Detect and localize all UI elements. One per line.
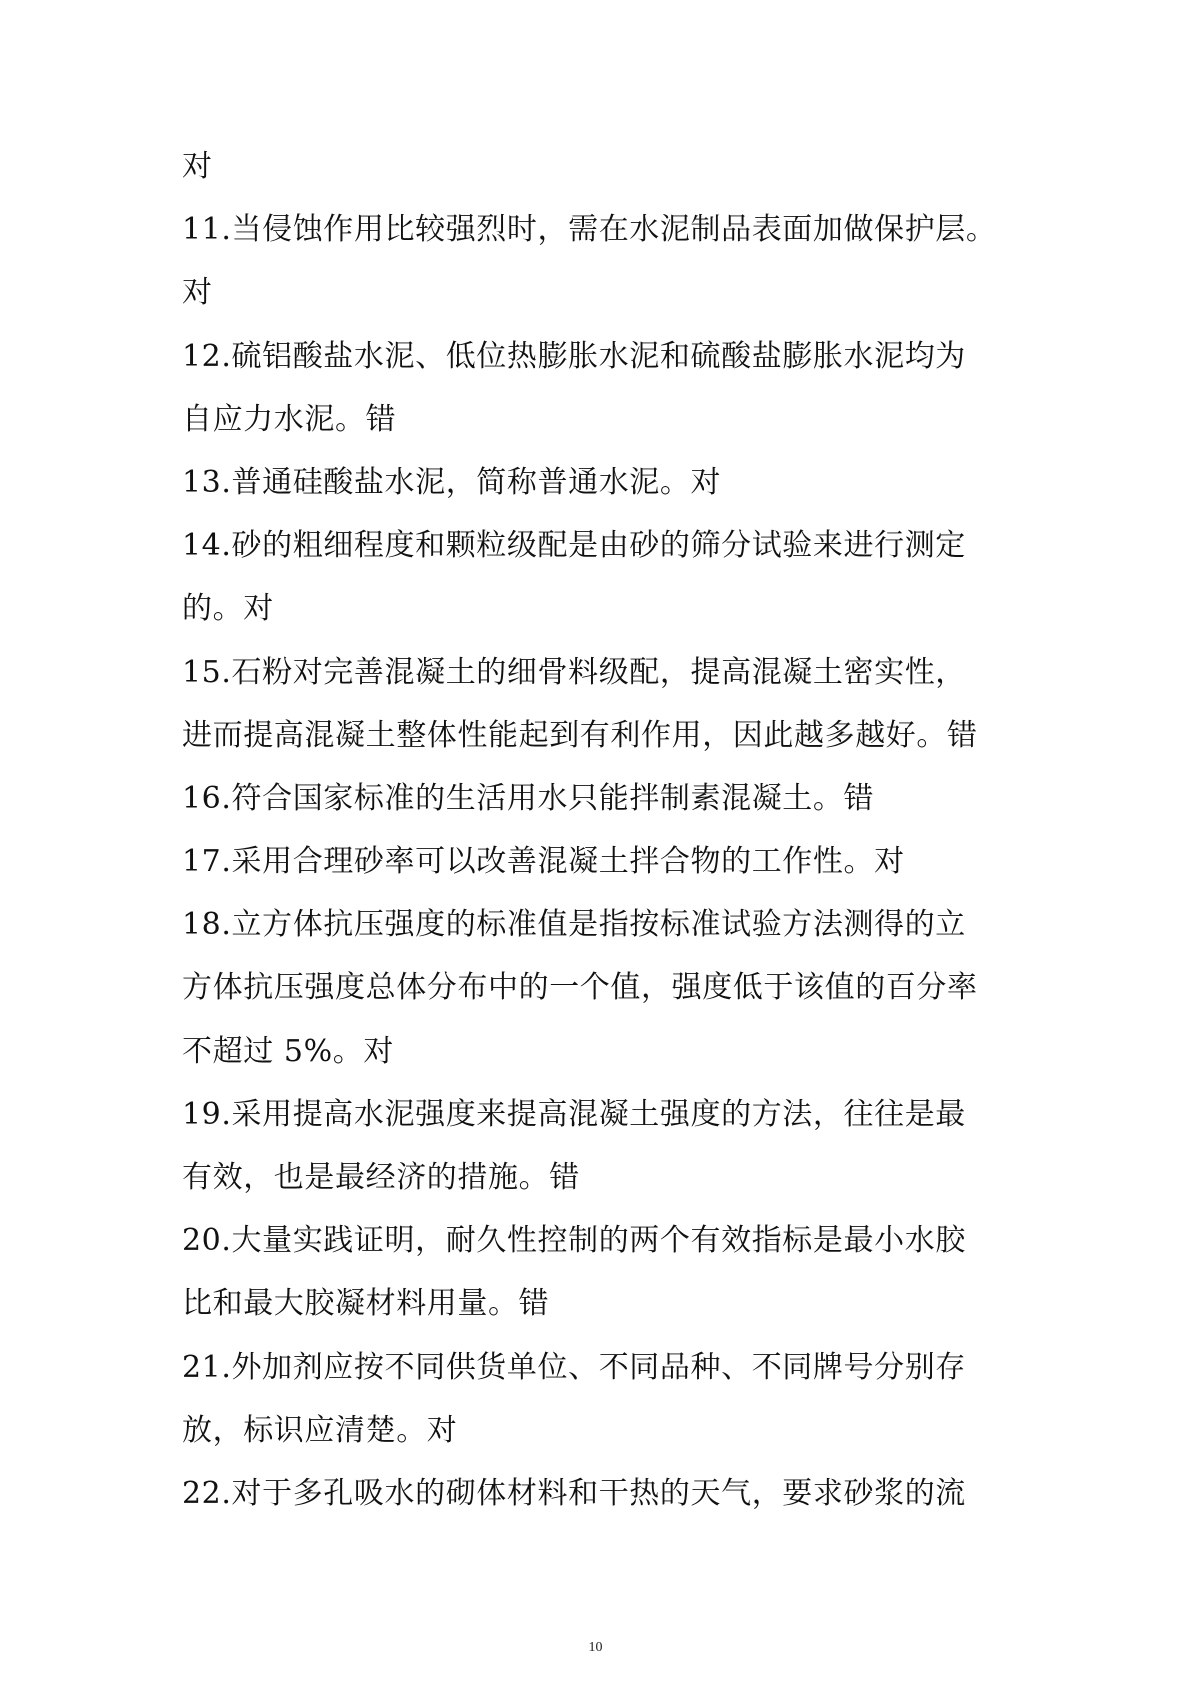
question-20-line-2: 比和最大胶凝材料用量。错 — [182, 1286, 550, 1322]
question-11-line-1: 11.当侵蚀作用比较强烈时，需在水泥制品表面加做保护层。 — [182, 212, 997, 248]
question-19-line-2: 有效，也是最经济的措施。错 — [182, 1160, 580, 1195]
question-18-line-1: 18.立方体抗压强度的标准值是指按标准试验方法测得的立 — [182, 907, 966, 943]
question-20-line-1: 20.大量实践证明，耐久性控制的两个有效指标是最小水胶 — [182, 1223, 966, 1259]
question-16-line-1: 16.符合国家标准的生活用水只能拌制素混凝土。错 — [182, 780, 875, 816]
answer-line: 对 — [182, 149, 213, 184]
question-15-line-2: 进而提高混凝土整体性能起到有利作用，因此越多越好。错 — [182, 717, 978, 753]
page-number: 10 — [588, 1640, 603, 1655]
question-19-line-1: 19.采用提高水泥强度来提高混凝土强度的方法，往往是最 — [182, 1096, 966, 1132]
question-12-line-1: 12.硫铝酸盐水泥、低位热膨胀水泥和硫酸盐膨胀水泥均为 — [182, 338, 966, 374]
question-17-line-1: 17.采用合理砂率可以改善混凝土拌合物的工作性。对 — [182, 844, 905, 880]
question-13-line-1: 13.普通硅酸盐水泥，简称普通水泥。对 — [182, 464, 722, 500]
question-18-line-3: 不超过 5%。对 — [182, 1033, 394, 1069]
answer-line: 对 — [182, 275, 213, 311]
question-21-line-1: 21.外加剂应按不同供货单位、不同品种、不同牌号分别存 — [182, 1349, 966, 1385]
question-14-line-2: 的。对 — [182, 591, 274, 627]
question-18-line-2: 方体抗压强度总体分布中的一个值，强度低于该值的百分率 — [182, 970, 978, 1006]
question-15-line-1: 15.石粉对完善混凝土的细骨料级配，提高混凝土密实性， — [182, 654, 966, 690]
question-21-line-2: 放，标识应清楚。对 — [182, 1412, 458, 1448]
question-12-line-2: 自应力水泥。错 — [182, 401, 397, 437]
question-14-line-1: 14.砂的粗细程度和颗粒级配是由砂的筛分试验来进行测定 — [182, 528, 966, 564]
document-body — [182, 135, 1042, 1525]
question-22-line-1: 22.对于多孔吸水的砌体材料和干热的天气，要求砂浆的流 — [182, 1475, 966, 1511]
